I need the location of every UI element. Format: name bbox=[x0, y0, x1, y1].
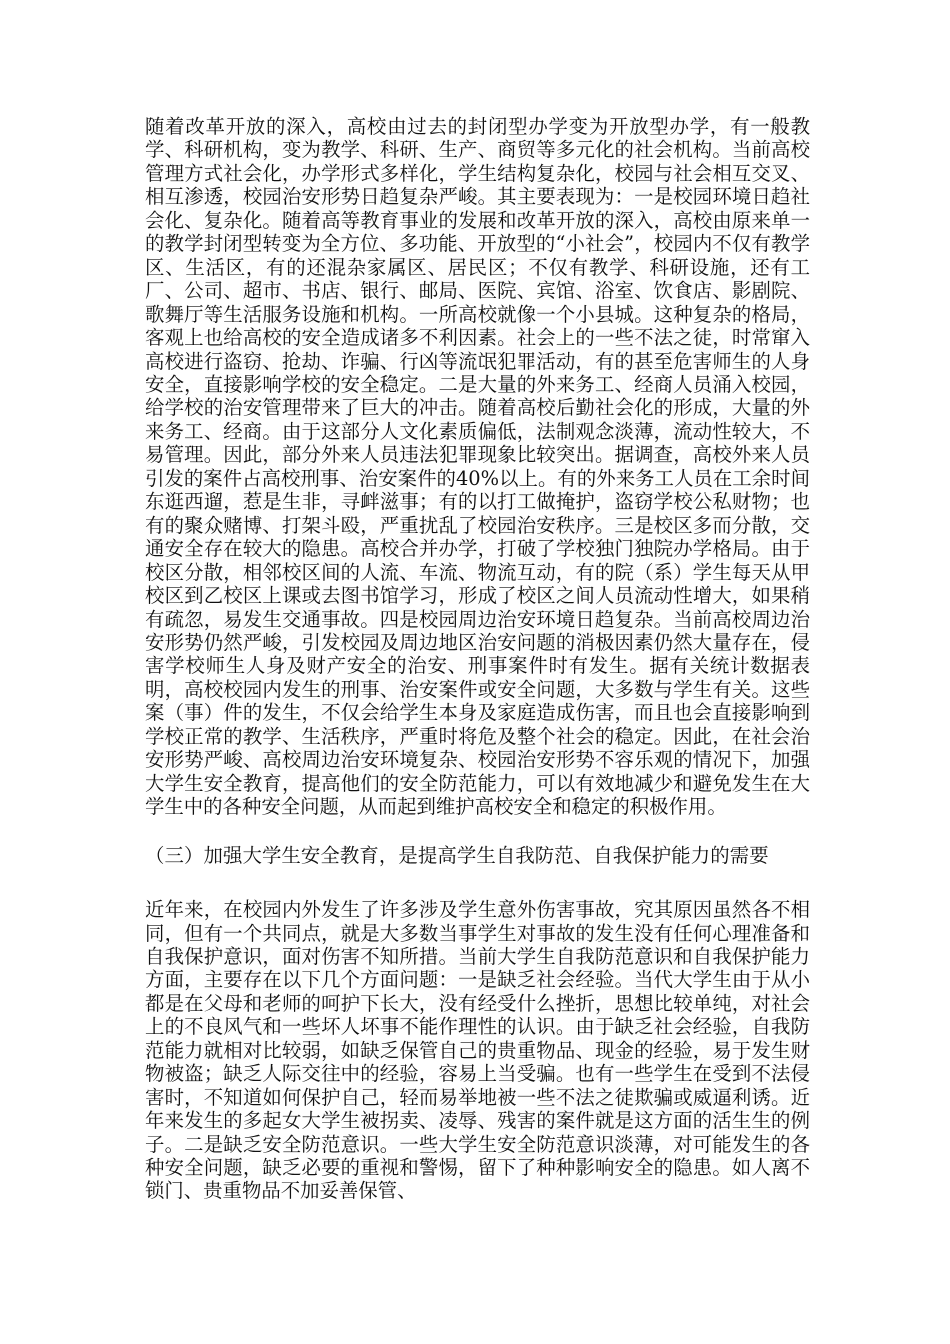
body-paragraph: 近年来，在校园内外发生了许多涉及学生意外伤害事故，究其原因虽然各不相同，但有一个共同点，就是大多数当事学生对事故的发生没有任何心理准备和自我保护意识，面对伤害不知所措。当前大学生自我防范意识和自我保护能力方面，主要存在以下几个方面问题：一是缺乏社会经验。当代大学生由于从小都是在父母和老师的呵护下长大，没有经受什么挫折，思想比较单纯，对社会上的不良风气和一些坏人坏事不能作理性的认识。由于缺乏社会经验，自我防范能力就相对比较弱，如缺乏保管自己的贵重物品、现金的经验，易于发生财物被盗；缺乏人际交往中的经验，容易上当受骗。也有一些学生在受到不法侵害时，不知道如何保护自己，轻而易举地被一些不法之徒欺骗或威逼利诱。近年来发生的多起女大学生被拐卖、凌辱、残害的案件就是这方面的活生生的例子。二是缺乏安全防范意识。一些大学生安全防范意识淡薄，对可能发生的各种安全问题，缺乏必要的重视和警惕，留下了种种影响安全的隐患。如人离不锁门、贵重物品不加妥善保管、 bbox=[145, 898, 810, 1203]
document-page bbox=[145, 115, 810, 1203]
section-heading: （三）加强大学生安全教育，是提高学生自我防范、自我保护能力的需要 bbox=[145, 843, 769, 867]
body-paragraph: 随着改革开放的深入，高校由过去的封闭型办学变为开放型办学，有一般教学、科研机构，变为教学、科研、生产、商贸等多元化的社会机构。当前高校管理方式社会化，办学形式多样化，学生结构复杂化，校园与社会相互交叉、相互渗透，校园治安形势日趋复杂严峻。其主要表现为：一是校园环境日趋社会化、复杂化。随着高等教育事业的发展和改革开放的深入，高校由原来单一的教学封闭型转变为全方位、多功能、开放型的“小社会”，校园内不仅有教学区、生活区，有的还混杂家属区、居民区；不仅有教学、科研设施，还有工厂、公司、超市、书店、银行、邮局、医院、宾馆、浴室、饮食店、影剧院、歌舞厅等生活服务设施和机构。一所高校就像一个小县城。这种复杂的格局，客观上也给高校的安全造成诸多不利因素。社会上的一些不法之徒，时常窜入高校进行盗窃、抢劫、诈骗、行凶等流氓犯罪活动，有的甚至危害师生的人身安全，直接影响学校的安全稳定。二是大量的外来务工、经商人员涌入校园，给学校的治安管理带来了巨大的冲击。随着高校后勤社会化的形成，大量的外来务工、经商。由于这部分人文化素质偏低，法制观念淡薄，流动性较大，不易管理。因此，部分外来人员违法犯罪现象比较突出。据调查，高校外来人员引发的案件占高校刑事、治安案件的40%以上。有的外来务工人员在工余时间东逛西遛，惹是生非，寻衅滋事；有的以打工做掩护，盗窃学校公私财物；也有的聚众赌博、打架斗殴，严重扰乱了校园治安秩序。三是校区多而分散，交通安全存在较大的隐患。高校合并办学，打破了学校独门独院办学格局。由于校区分散，相邻校区间的人流、车流、物流互动，有的院（系）学生每天从甲校区到乙校区上课或去图书馆学习，形成了校区之间人员流动性增大，如果稍有疏忽，易发生交通事故。四是校园周边治安环境日趋复杂。当前高校周边治安形势仍然严峻，引发校园及周边地区治安问题的消极因素仍然大量存在，侵害学校师生人身及财产安全的治安、刑事案件时有发生。据有关统计数据表明，高校校园内发生的刑事、治安案件或安全问题，大多数与学生有关。这些案（事）件的发生，不仅会给学生本身及家庭造成伤害，而且也会直接影响到学校正常的教学、生活秩序，严重时将危及整个社会的稳定。因此，在社会治安形势严峻、高校周边治安环境复杂、校园治安形势不容乐观的情况下，加强大学生安全教育，提高他们的安全防范能力，可以有效地减少和避免发生在大学生中的各种安全问题，从而起到维护高校安全和稳定的积极作用。 bbox=[145, 115, 810, 819]
